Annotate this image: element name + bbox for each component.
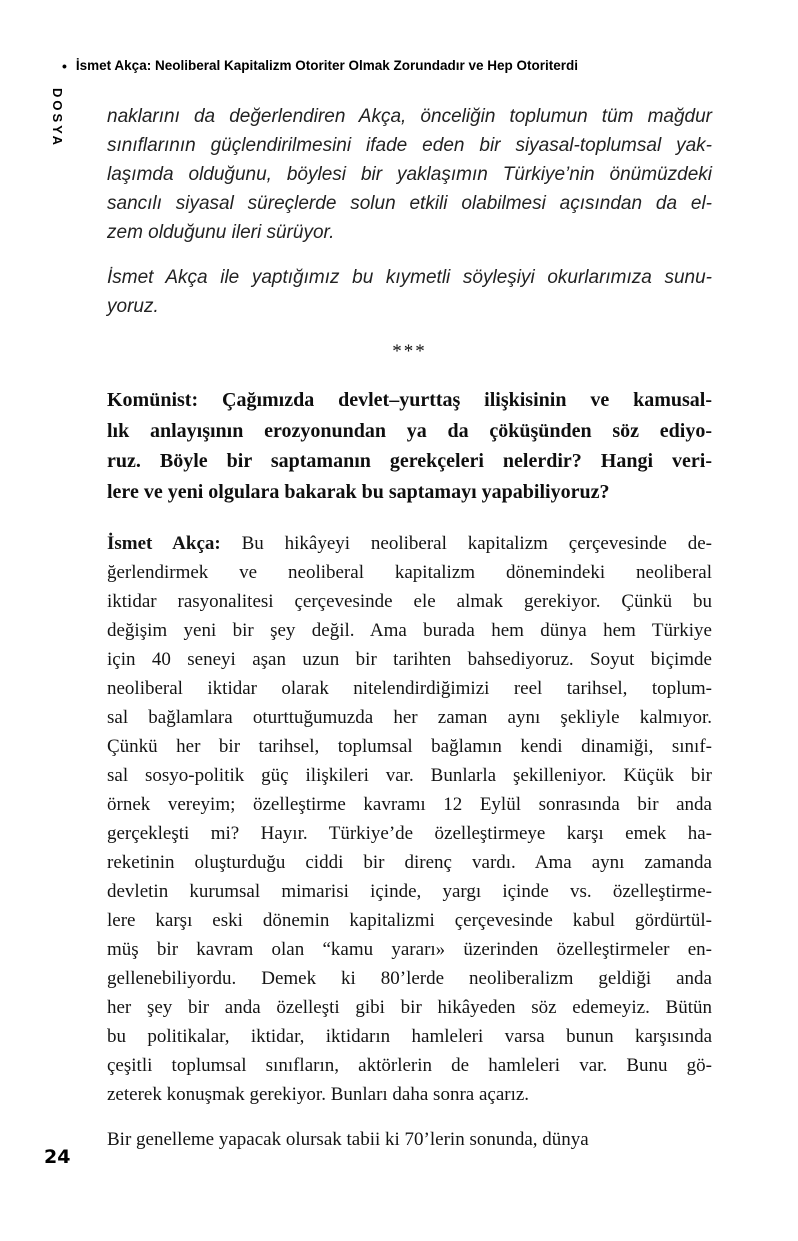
text-line: sal sosyo-politik güç ilişkileri var. Bunlarla şekilleniyor. Küçük bir: [107, 765, 712, 786]
text-line: çeşitli toplumsal sınıfların, aktörlerin de hamleleri var. Bunu gö-: [107, 1055, 712, 1076]
text-line: Komünist: Çağımızda devlet–yurttaş ilişkisinin ve kamusal-: [107, 389, 712, 411]
text-line: sal bağlamlara oturttuğumuzda her zaman aynı şekliyle kalmıyor.: [107, 707, 712, 728]
text-line: ***: [392, 341, 427, 362]
text-line: lere karşı eski dönemin kapitalizmi çerçevesinde kabul gördürtül-: [107, 910, 712, 931]
paragraph: [107, 263, 712, 321]
paragraph: [107, 529, 712, 1109]
text-line: her şey bir anda özelleşti gibi bir hikâyeden söz edemeyiz. Bütün: [107, 997, 712, 1018]
text-line: laşımda olduğunu, böylesi bir yaklaşımın Türkiye’nin önümüzdeki: [107, 164, 712, 185]
text-line: gellenebiliyordu. Demek ki 80’lerde neoliberalizm geldiği anda: [107, 968, 712, 989]
text-line: devletin kurumsal mimarisi içinde, yargı içinde vs. özelleştirme-: [107, 881, 712, 902]
text-line: Bir genelleme yapacak olursak tabii ki 70’lerin sonunda, dünya: [107, 1129, 589, 1150]
running-header: [62, 58, 578, 73]
text-line: neoliberal iktidar olarak nitelendirdiğimizi reel tarihsel, toplum-: [107, 678, 712, 699]
section-label-dosya: DOSYA: [50, 88, 65, 149]
text-line: ruz. Böyle bir saptamanın gerekçeleri nelerdir? Hangi veri-: [107, 450, 712, 472]
text-line: gerçekleşti mi? Hayır. Türkiye’de özelleştirmeye karşı emek ha-: [107, 823, 712, 844]
text-line: zem olduğunu ileri sürüyor.: [107, 222, 335, 243]
text-line: ğerlendirmek ve neoliberal kapitalizm dönemindeki neoliberal: [107, 562, 712, 583]
paragraph: [107, 385, 712, 507]
text-line: bu politikalar, iktidar, iktidarın hamleleri varsa bunun karşısında: [107, 1026, 712, 1047]
text-line: iktidar rasyonalitesi çerçevesinde ele almak gerekiyor. Çünkü bu: [107, 591, 712, 612]
text-line: naklarını da değerlendiren Akça, önceliğin toplumun tüm mağdur: [107, 106, 712, 127]
text-line: İsmet Akça ile yaptığımız bu kıymetli söyleşiyi okurlarımıza sunu-: [107, 267, 712, 288]
section-separator: [107, 341, 712, 363]
text-line: Çünkü her bir tarihsel, toplumsal bağlamın kendi dinamiği, sınıf-: [107, 736, 712, 757]
text-line: örnek vereyim; özelleştirme kavramı 12 Eylül sonrasında bir anda: [107, 794, 712, 815]
text-line: değişim yeni bir şey değil. Ama burada hem dünya hem Türkiye: [107, 620, 712, 641]
text-line: zeterek konuşmak gerekiyor. Bunları daha sonra açarız.: [107, 1084, 530, 1105]
text-line: için 40 seneyi aşan uzun bir tarihten bahsediyoruz. Soyut biçimde: [107, 649, 712, 670]
text-line: müş bir kavram olan “kamu yararı» üzerinden özelleştirmeler en-: [107, 939, 712, 960]
text-line: lere ve yeni olgulara bakarak bu saptamayı yapabiliyoruz?: [107, 480, 610, 503]
text-line: reketinin oluşturduğu ciddi bir direnç vardı. Ama aynı zamanda: [107, 852, 712, 873]
speaker-label: İsmet Akça:: [107, 533, 242, 554]
text-line: yoruz.: [107, 296, 159, 317]
content: [107, 102, 712, 1170]
paragraph: [107, 102, 712, 247]
text-line: lık anlayışının erozyonundan ya da çöküşünden söz ediyo-: [107, 419, 712, 442]
running-header-title: İsmet Akça: Neoliberal Kapitalizm Otoriter Olmak Zorundadır ve Hep Otoriterdi: [75, 58, 579, 73]
text-line: sınıflarının güçlendirilmesini ifade eden bir siyasal-toplumsal yak-: [107, 135, 712, 156]
bullet-icon: •: [62, 57, 67, 74]
text-line: İsmet Akça: Bu hikâyeyi neoliberal kapitalizm çerçevesinde de-: [107, 533, 712, 554]
paragraph: [107, 1125, 712, 1154]
page-number: 24: [44, 1146, 71, 1168]
text-line: sancılı siyasal süreçlerde solun etkili olabilmesi açısından da el-: [107, 193, 712, 214]
